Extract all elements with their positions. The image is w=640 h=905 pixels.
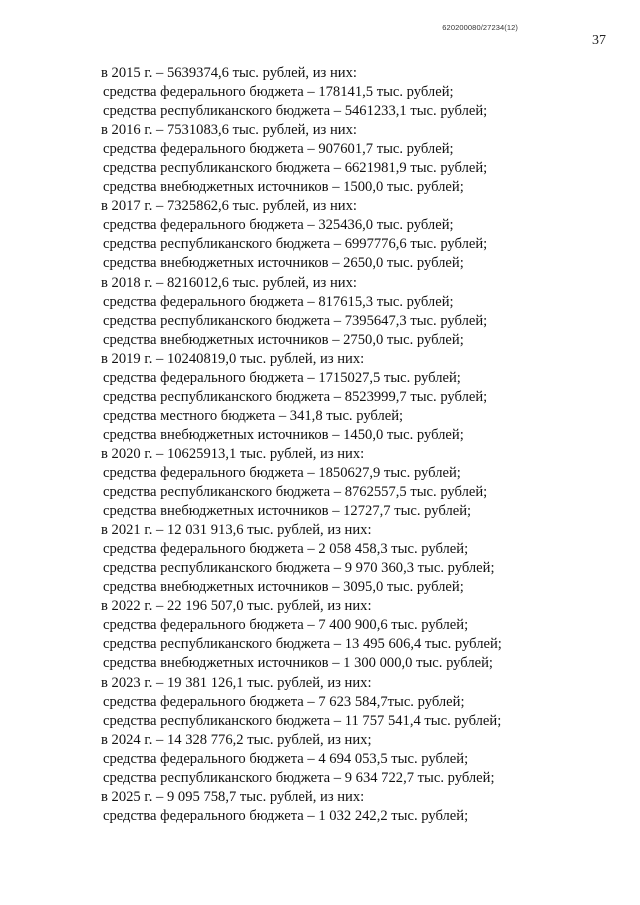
year-total-line: в 2018 г. – 8216012,6 тыс. рублей, из них:	[101, 274, 357, 291]
funding-list	[0, 64, 640, 826]
funding-source-line: средства внебюджетных источников – 1 300 000,0 тыс. рублей;	[103, 655, 493, 672]
funding-source-line: средства республиканского бюджета – 8762557,5 тыс. рублей;	[103, 484, 488, 501]
funding-source-line: средства федерального бюджета – 1715027,5 тыс. рублей;	[103, 369, 461, 386]
funding-source-line: средства местного бюджета – 341,8 тыс. рублей;	[103, 407, 404, 424]
year-total-line: в 2022 г. – 22 196 507,0 тыс. рублей, из них:	[101, 598, 372, 615]
funding-source-line: средства федерального бюджета – 7 623 584,7тыс. рублей;	[103, 693, 465, 710]
year-total-line: в 2019 г. – 10240819,0 тыс. рублей, из них:	[101, 350, 365, 367]
funding-source-line: средства республиканского бюджета – 6997776,6 тыс. рублей;	[103, 236, 488, 253]
year-total-line: в 2025 г. – 9 095 758,7 тыс. рублей, из них:	[101, 788, 365, 805]
funding-source-line: средства федерального бюджета – 325436,0 тыс. рублей;	[103, 217, 454, 234]
funding-source-line: средства республиканского бюджета – 13 495 606,4 тыс. рублей;	[103, 636, 502, 653]
year-total-line: в 2016 г. – 7531083,6 тыс. рублей, из них:	[101, 122, 357, 139]
funding-source-line: средства республиканского бюджета – 6621981,9 тыс. рублей;	[103, 160, 488, 177]
funding-source-line: средства республиканского бюджета – 7395647,3 тыс. рублей;	[103, 312, 488, 329]
year-total-line: в 2023 г. – 19 381 126,1 тыс. рублей, из них:	[101, 674, 372, 691]
funding-source-line: средства республиканского бюджета – 5461233,1 тыс. рублей;	[103, 103, 488, 120]
funding-source-line: средства внебюджетных источников – 2650,0 тыс. рублей;	[103, 255, 464, 272]
year-total-line: в 2020 г. – 10625913,1 тыс. рублей, из них:	[101, 445, 365, 462]
funding-source-line: средства федерального бюджета – 7 400 900,6 тыс. рублей;	[103, 617, 469, 634]
funding-source-line: средства федерального бюджета – 178141,5 тыс. рублей;	[103, 84, 454, 101]
funding-source-line: средства федерального бюджета – 907601,7 тыс. рублей;	[103, 141, 454, 158]
year-total-line: в 2017 г. – 7325862,6 тыс. рублей, из них:	[101, 198, 357, 215]
funding-source-line: средства внебюджетных источников – 1450,0 тыс. рублей;	[103, 426, 464, 443]
funding-source-line: средства республиканского бюджета – 9 634 722,7 тыс. рублей;	[103, 769, 495, 786]
funding-source-line: средства внебюджетных источников – 2750,0 тыс. рублей;	[103, 331, 464, 348]
page-number: 37	[592, 33, 606, 48]
funding-source-line: средства внебюджетных источников – 12727,7 тыс. рублей;	[103, 503, 472, 520]
document-code: 620200080/27234(12)	[442, 23, 518, 32]
funding-source-line: средства федерального бюджета – 2 058 458,3 тыс. рублей;	[103, 541, 469, 558]
funding-source-line: средства федерального бюджета – 1850627,9 тыс. рублей;	[103, 464, 461, 481]
funding-source-line: средства федерального бюджета – 1 032 242,2 тыс. рублей;	[103, 807, 469, 824]
year-total-line: в 2024 г. – 14 328 776,2 тыс. рублей, из них;	[101, 731, 372, 748]
funding-source-line: средства федерального бюджета – 4 694 053,5 тыс. рублей;	[103, 750, 469, 767]
year-total-line: в 2021 г. – 12 031 913,6 тыс. рублей, из них:	[101, 522, 372, 539]
funding-source-line: средства республиканского бюджета – 11 757 541,4 тыс. рублей;	[103, 712, 502, 729]
funding-source-line: средства республиканского бюджета – 9 970 360,3 тыс. рублей;	[103, 560, 495, 577]
funding-source-line: средства внебюджетных источников – 1500,0 тыс. рублей;	[103, 179, 464, 196]
funding-source-line: средства федерального бюджета – 817615,3 тыс. рублей;	[103, 293, 454, 310]
funding-source-line: средства внебюджетных источников – 3095,0 тыс. рублей;	[103, 579, 464, 596]
funding-source-line: средства республиканского бюджета – 8523999,7 тыс. рублей;	[103, 388, 488, 405]
year-total-line: в 2015 г. – 5639374,6 тыс. рублей, из них:	[101, 65, 357, 81]
